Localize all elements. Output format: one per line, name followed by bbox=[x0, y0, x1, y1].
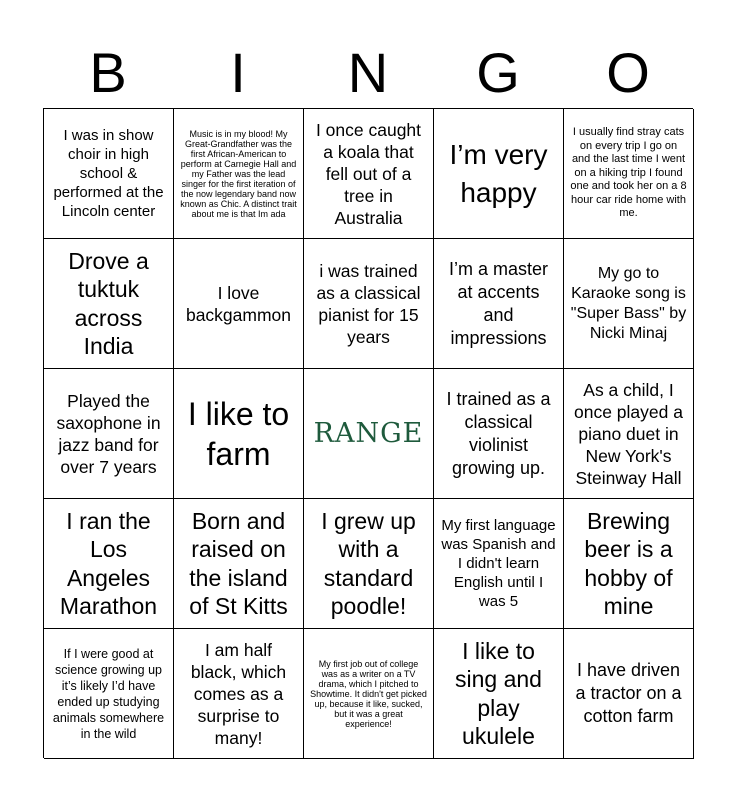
cell-text: I like to farm bbox=[187, 395, 290, 472]
bingo-cell-n2[interactable] bbox=[304, 239, 434, 369]
bingo-cell-o5[interactable] bbox=[564, 629, 694, 759]
cell-text: I ran the Los Angeles Marathon bbox=[59, 507, 158, 619]
cell-text: My first language was Spanish and I didn't learn English until I was 5 bbox=[441, 517, 556, 610]
cell-text: I trained as a classical violinist growing up. bbox=[446, 388, 551, 478]
cell-text: Drove a tuktuk across India bbox=[68, 247, 149, 359]
bingo-cell-n5[interactable] bbox=[304, 629, 434, 759]
bingo-cell-i3[interactable] bbox=[174, 369, 304, 499]
cell-text: i was trained as a classical pianist for 15 years bbox=[316, 260, 421, 347]
bingo-cell-free[interactable] bbox=[304, 369, 434, 499]
cell-text: I like to sing and play ukulele bbox=[455, 637, 542, 749]
cell-text: I’m a master at accents and impressions bbox=[448, 258, 549, 348]
bingo-cell-n4[interactable] bbox=[304, 499, 434, 629]
bingo-cell-b5[interactable] bbox=[44, 629, 174, 759]
cell-text: I was in show choir in high school & performed at the Lincoln center bbox=[53, 127, 164, 220]
bingo-cell-b1[interactable] bbox=[44, 109, 174, 239]
bingo-header bbox=[43, 38, 693, 108]
cell-text: I grew up with a standard poodle! bbox=[321, 507, 416, 619]
cell-text: I am half black, which comes as a surprise to many! bbox=[190, 639, 287, 748]
cell-text: As a child, I once played a piano duet in New York's Steinway Hall bbox=[574, 379, 683, 488]
bingo-cell-i2[interactable] bbox=[174, 239, 304, 369]
bingo-cell-g3[interactable] bbox=[434, 369, 564, 499]
cell-text: Born and raised on the island of St Kitts bbox=[189, 507, 288, 619]
cell-text: If I were good at science growing up it’s likely I’d have ended up studying animals somewhere in the wild bbox=[52, 646, 165, 741]
cell-text: I’m very happy bbox=[449, 138, 548, 208]
cell-text: I once caught a koala that fell out of a tree in Australia bbox=[315, 119, 422, 228]
bingo-cell-g2[interactable] bbox=[434, 239, 564, 369]
cell-text: My go to Karaoke song is "Super Bass" by Nicki Minaj bbox=[570, 264, 687, 342]
bingo-cell-i5[interactable] bbox=[174, 629, 304, 759]
header-letter-g: G bbox=[476, 41, 520, 104]
bingo-cell-g4[interactable] bbox=[434, 499, 564, 629]
bingo-cell-o2[interactable] bbox=[564, 239, 694, 369]
cell-text: My first job out of college was as a writer on a TV drama, which I pitched to Showtime. It didn't get picked up, because it like, sucked, but it was a great experience! bbox=[310, 658, 427, 729]
bingo-cell-n1[interactable] bbox=[304, 109, 434, 239]
header-letter-i: I bbox=[230, 41, 246, 104]
bingo-cell-i4[interactable] bbox=[174, 499, 304, 629]
bingo-cell-o4[interactable] bbox=[564, 499, 694, 629]
bingo-cell-b2[interactable] bbox=[44, 239, 174, 369]
cell-text: Music is in my blood! My Great-Grandfather was the first African-American to perform at Carnegie Hall and my Father was the lead singer for the first iteration of the now legendary band now known as Chic. A distinct trait about me is that Im ada bbox=[180, 128, 297, 219]
bingo-cell-i1[interactable] bbox=[174, 109, 304, 239]
bingo-grid bbox=[43, 108, 693, 758]
header-letter-n: N bbox=[347, 41, 389, 104]
cell-text: I have driven a tractor on a cotton farm bbox=[575, 660, 682, 726]
bingo-cell-b4[interactable] bbox=[44, 499, 174, 629]
bingo-cell-o1[interactable] bbox=[564, 109, 694, 239]
header-letter-o: O bbox=[606, 41, 650, 104]
cell-text: I usually find stray cats on every trip I go on and the last time I went on a hiking trip I found one and took her on a 8 hour car ride home with me. bbox=[570, 126, 687, 220]
cell-text: Brewing beer is a hobby of mine bbox=[584, 507, 673, 619]
bingo-cell-g1[interactable] bbox=[434, 109, 564, 239]
cell-text: I love backgammon bbox=[185, 282, 292, 325]
header-letter-b: B bbox=[89, 41, 127, 104]
range-logo: RANGE bbox=[313, 418, 424, 449]
cell-text: Played the saxophone in jazz band for over 7 years bbox=[56, 390, 161, 477]
bingo-cell-g5[interactable] bbox=[434, 629, 564, 759]
bingo-cell-o3[interactable] bbox=[564, 369, 694, 499]
bingo-cell-b3[interactable] bbox=[44, 369, 174, 499]
